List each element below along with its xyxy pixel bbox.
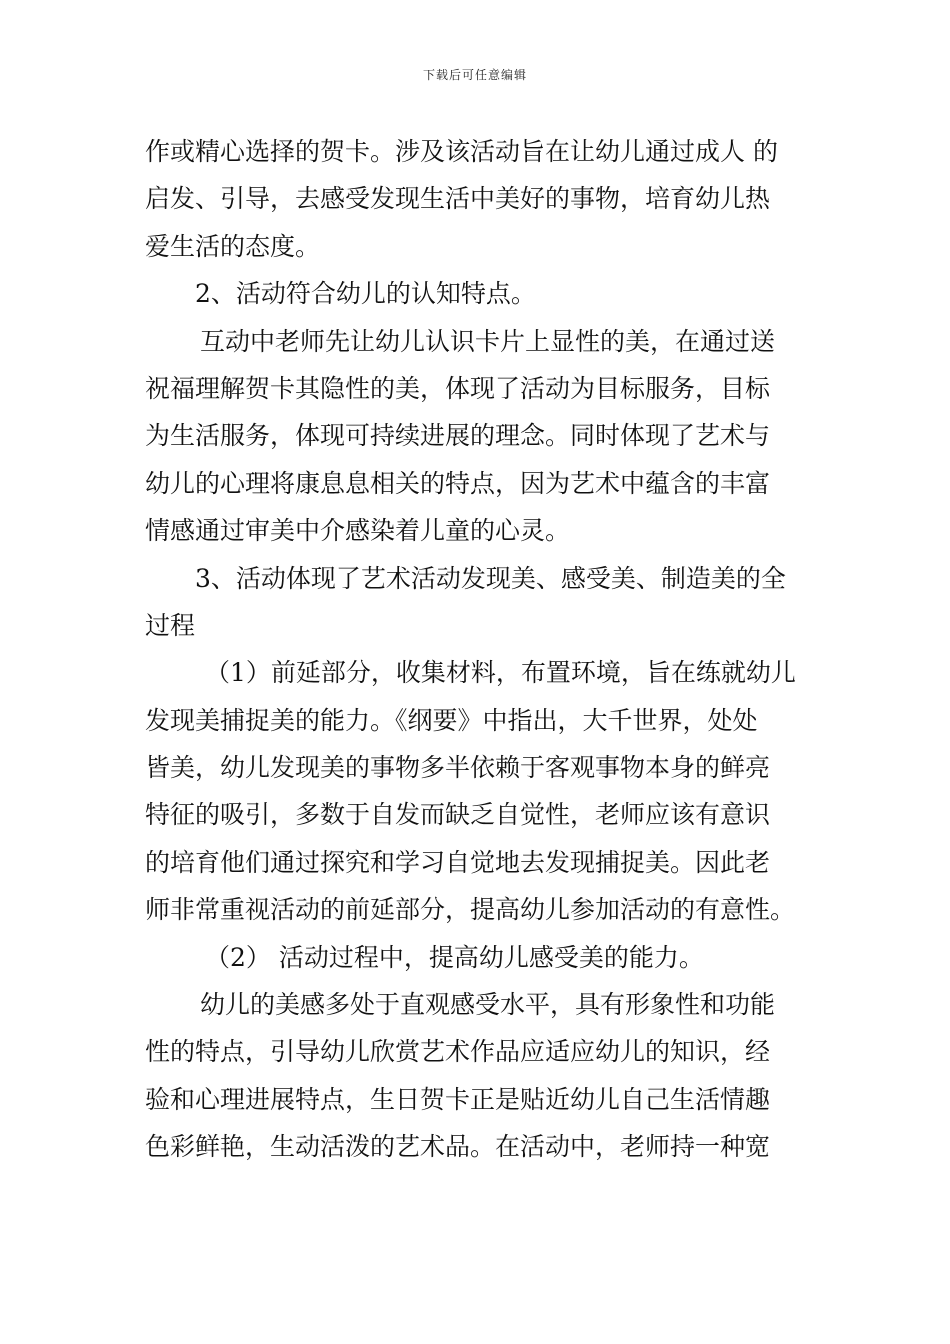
text-line-16: 的培育他们通过探究和学习自觉地去发现捕捉美。因此老 [145, 847, 771, 877]
text-line-9: 情感通过审美中介感染着儿童的心灵。 [145, 516, 571, 546]
text-line-3: 爱生活的态度。 [145, 231, 321, 261]
document-body [145, 128, 815, 1171]
text-line-5: 互动中老师先让幼儿认识卡片上显性的美，在通过送 [200, 326, 776, 356]
text-line-20: 性的特点，引导幼儿欣赏艺术作品应适应幼儿的知识，经 [145, 1037, 771, 1067]
text-line-1: 作或精心选择的贺卡。涉及该活动旨在让幼儿通过成人 的 [145, 137, 778, 166]
subsection-2: （2） 活动过程中，提高幼儿感受美的能力。 [205, 942, 704, 972]
text-line-22: 色彩鲜艳，生动活泼的艺术品。在活动中，老师持一种宽 [145, 1132, 771, 1162]
text-line-15: 特征的吸引，多数于自发而缺乏自觉性，老师应该有意识 [145, 800, 771, 830]
text-line-11: 过程 [145, 610, 196, 640]
text-line-19: 幼儿的美感多处于直观感受水平，具有形象性和功能 [200, 990, 776, 1020]
text-line-13: 发现美捕捉美的能力。《纲要》中指出，大千世界，处处 [145, 705, 758, 735]
text-line-8: 幼儿的心理将康息息相关的特点，因为艺术中蕴含的丰富 [145, 468, 771, 498]
section-heading-3: 3、活动体现了艺术活动发现美、感受美、制造美的全 [195, 563, 786, 593]
text-line-21: 验和心理进展特点，生日贺卡正是贴近幼儿自己生活情趣 [145, 1084, 771, 1114]
section-heading-2: 2、活动符合幼儿的认知特点。 [195, 279, 536, 309]
text-line-2: 启发、引导，去感受发现生活中美好的事物，培育幼儿热 [145, 184, 771, 214]
header-note: 下载后可任意编辑 [422, 68, 527, 82]
subsection-1: （1）前延部分，收集材料，布置环境，旨在练就幼儿 [205, 658, 796, 688]
text-line-7: 为生活服务，体现可持续进展的理念。同时体现了艺术与 [145, 421, 771, 451]
text-line-14: 皆美，幼儿发现美的事物多半依赖于客观事物本身的鲜亮 [145, 753, 771, 783]
text-line-17: 师非常重视活动的前延部分，提高幼儿参加活动的有意性。 [145, 895, 796, 925]
text-line-6: 祝福理解贺卡其隐性的美，体现了活动为目标服务，目标 [145, 373, 771, 403]
